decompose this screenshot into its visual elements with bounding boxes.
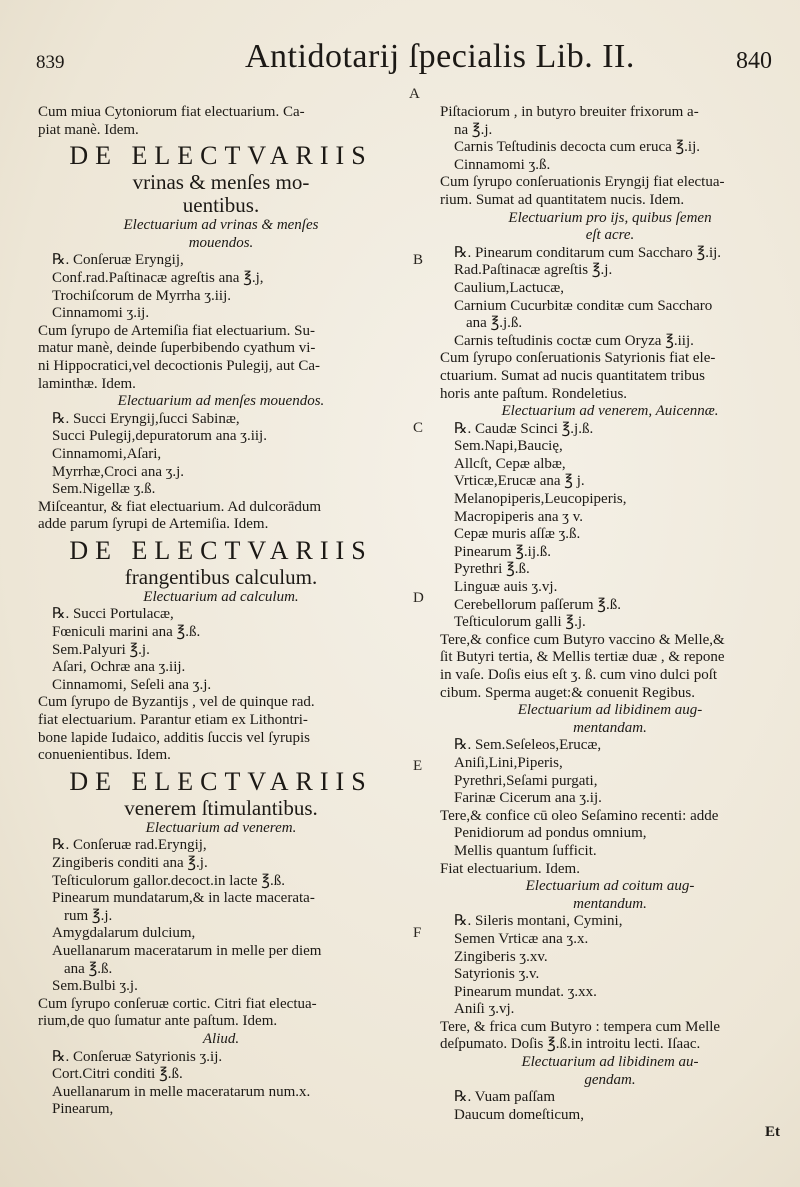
left-text-line: DE ELECTVARIIS (69, 141, 373, 171)
right-text-line: ſit Butyri tertia, & Mellis tertiæ duæ , & repone (440, 649, 725, 666)
right-text-line: Pinearum ℥.ij.ß. (454, 543, 551, 560)
right-text-line: Farinæ Cicerum ana ʒ.ij. (454, 790, 602, 807)
right-text-line: Macropiperis ana ʒ v. (454, 508, 583, 525)
right-text-line: ℞. Caudæ Scinci ℥.j.ß. (454, 420, 594, 437)
right-text-line: Electuarium ad coitum aug- (525, 878, 695, 895)
right-text-line: na ℥.j. (454, 121, 493, 138)
left-text-line: Teſticulorum gallor.decoct.in lacte ℥.ß. (52, 872, 285, 889)
left-text-line: Electuarium ad venerem. (145, 819, 297, 836)
right-text-line: Electuarium ad venerem, Auicennæ. (501, 403, 719, 420)
right-text-line: Carnis teſtudinis coctæ cum Oryza ℥.iij. (454, 332, 694, 349)
right-text-line: ℞. Pinearum conditarum cum Saccharo ℥.ij. (454, 244, 722, 261)
left-text-line: Pinearum, (52, 1101, 114, 1118)
right-text-line: rium. Sumat ad quantitatem nucis. Idem. (440, 191, 685, 208)
left-text-line: vrinas & menſes mo- (132, 170, 310, 195)
right-text-line: Cerebellorum paſſerum ℥.ß. (454, 596, 621, 613)
right-text-line: Tere, & frica cum Butyro : tempera cum Melle (440, 1018, 721, 1035)
right-text-line: Linguæ auis ʒ.vj. (454, 579, 558, 596)
left-text-line: Cinnamomi,Aſari, (52, 445, 162, 462)
right-text-line: Teſticulorum galli ℥.j. (454, 614, 586, 631)
right-text-line: Pinearum mundat. ʒ.xx. (454, 983, 597, 1000)
left-text-line: laminthæ. Idem. (38, 375, 136, 392)
right-text-line: ℞. Sileris montani, Cymini, (454, 913, 623, 930)
right-text-line: Satyrionis ʒ.v. (454, 966, 540, 983)
left-text-line: mouendos. (188, 234, 254, 251)
right-text-line: Electuarium ad libidinem aug- (517, 702, 703, 719)
right-text-line: ℞. Sem.Seſeleos,Erucæ, (454, 737, 602, 754)
right-text-line: Zingiberis ʒ.xv. (454, 948, 548, 965)
right-column (440, 104, 780, 1142)
left-text-line: Conf.rad.Paſtinacæ agreſtis ana ℥.j, (52, 269, 264, 286)
left-text-line: adde parum ſyrupi de Artemiſia. Idem. (38, 516, 269, 533)
left-text-line: frangentibus calculum. (124, 564, 318, 589)
left-text-line: ℞. Succi Eryngij,ſucci Sabinæ, (52, 410, 240, 427)
right-text-line: Carnium Cucurbitæ conditæ cum Saccharo (454, 297, 713, 314)
right-text-line: horis ante paſtum. Rondeletius. (440, 385, 628, 402)
left-text-line: Sem.Nigellæ ʒ.ß. (52, 481, 156, 498)
right-text-line: Allcſt, Cepæ albæ, (454, 455, 566, 472)
left-text-line: ana ℥.ß. (64, 960, 113, 977)
left-text-line: Trochiſcorum de Myrrha ʒ.iij. (52, 287, 231, 304)
right-text-line: Piſtaciorum , in butyro breuiter frixorum a- (440, 104, 699, 120)
right-text-line: Caulium,Lactucæ, (454, 279, 564, 296)
left-text-line: Sem.Palyuri ℥.j. (52, 641, 150, 658)
right-text-line: Aniſi ʒ.vj. (454, 1001, 515, 1018)
right-text-line: Et (765, 1124, 780, 1141)
left-text-line: Electuarium ad menſes mouendos. (117, 393, 325, 410)
right-text-line: ℞. Vuam paſſam (454, 1089, 556, 1106)
left-text-line: piat manè. Idem. (38, 121, 139, 138)
right-text-line: Fiat electuarium. Idem. (440, 860, 580, 877)
right-text-line: deſpumato. Doſis ℥.ß.in introitu lecti. Iſaac. (440, 1036, 701, 1053)
left-text-line: Fœniculi marini ana ℥.ß. (52, 624, 201, 641)
left-text-line: Electuarium ad calculum. (143, 588, 299, 605)
left-text-line: bone lapide Iudaico, additis ſuccis vel ſyrupis (38, 729, 311, 746)
right-text-line: eſt acre. (585, 227, 635, 244)
right-text-line: Rad.Paſtinacæ agreſtis ℥.j. (454, 262, 613, 279)
right-text-line: mentandam. (573, 719, 647, 736)
left-text-line: ni Hippocratici,vel decoctionis Pulegij, aut Ca- (38, 357, 321, 374)
left-text-line: ℞. Conſeruæ rad.Eryngij, (52, 837, 207, 854)
right-text-line: Cepæ muris aſſæ ʒ.ß. (454, 526, 581, 543)
right-text-line: Cum ſyrupo conſeruationis Eryngij fiat electua- (440, 174, 725, 191)
left-text-line: Auellanarum maceratarum in melle per diem (52, 942, 322, 959)
left-text-line: Cinnamomi ʒ.ij. (52, 305, 150, 322)
left-text-line: DE ELECTVARIIS (69, 766, 373, 796)
left-text-line: fiat electuarium. Parantur etiam ex Lithontri- (38, 712, 308, 729)
left-text-line: ℞. Conſeruæ Satyrionis ʒ.ij. (52, 1048, 223, 1065)
page-number-right: 840 (736, 48, 772, 74)
right-text-line: Electuarium ad libidinem au- (521, 1054, 699, 1071)
right-text-line: ana ℥.j.ß. (466, 315, 523, 332)
margin-letter-b: B (413, 252, 424, 268)
right-text-line: in vaſe. Doſis eius eſt ʒ. ß. cum vino dulci poſt (440, 667, 718, 683)
right-text-line: Mellis quantum ſufficit. (454, 842, 597, 859)
margin-letter-e: E (413, 758, 423, 774)
left-text-line: Cort.Citri conditi ℥.ß. (52, 1066, 183, 1083)
left-text-line: Electuarium ad vrinas & menſes (123, 217, 319, 234)
right-text-line: Semen Vrticæ ana ʒ.x. (454, 930, 589, 947)
left-text-line: conuenientibus. Idem. (38, 747, 171, 764)
page-number-left: 839 (36, 52, 65, 73)
right-text-line: Aniſi,Lini,Piperis, (454, 754, 563, 771)
left-text-line: Myrrhæ,Croci ana ʒ.j. (52, 463, 185, 480)
left-text-line: Cum ſyrupo de Artemiſia fiat electuarium. Su- (38, 322, 316, 339)
right-text-line: Cinnamomi ʒ.ß. (454, 156, 551, 173)
right-text-line: Tere,& confice cū oleo Seſamino recenti: adde (440, 807, 719, 824)
left-text-line: DE ELECTVARIIS (69, 535, 373, 565)
left-text-line: rum ℥.j. (64, 907, 113, 924)
right-text-line: gendam. (584, 1071, 636, 1088)
left-text-line: Aliud. (202, 1030, 240, 1047)
right-text-line: ctuarium. Sumat ad nucis quantitatem tribus (440, 367, 705, 384)
left-column (38, 104, 404, 1119)
left-text-line: Amygdalarum dulcium, (52, 925, 196, 942)
right-text-line: mentandum. (573, 895, 647, 912)
left-text-line: ℞. Conſeruæ Eryngij, (52, 252, 184, 269)
right-text-line: Penidiorum ad pondus omnium, (454, 825, 647, 842)
right-text-line: Pyrethri ℥.ß. (454, 561, 530, 578)
left-text-line: ℞. Succi Portulacæ, (52, 606, 174, 623)
right-text-line: Sem.Napi,Baucię, (454, 438, 563, 455)
right-text-line: cibum. Sperma auget:& conuenit Regibus. (440, 684, 695, 701)
left-text-line: uentibus. (182, 193, 260, 218)
running-header (0, 38, 800, 90)
left-text-line: venerem ſtimulantibus. (124, 795, 318, 820)
left-text-line: Cum ſyrupo de Byzantijs , vel de quinque rad. (38, 694, 315, 711)
margin-letter-a: A (409, 86, 420, 102)
left-text-line: Cum miua Cytoniorum fiat electuarium. Ca- (38, 104, 305, 120)
left-text-line: rium,de quo ſumatur ante paſtum. Idem. (38, 1013, 278, 1030)
left-text-line: Miſceantur, & fiat electuarium. Ad dulcorādum (38, 498, 322, 515)
right-text-line: Cum ſyrupo conſeruationis Satyrionis fiat ele- (440, 350, 716, 367)
margin-letter-d: D (413, 590, 424, 606)
margin-letter-c: C (413, 420, 424, 436)
left-text-line: Aſari, Ochræ ana ʒ.iij. (52, 659, 186, 676)
right-text-line: Daucum domeſticum, (454, 1106, 584, 1123)
right-text-line: Melanopiperis,Leucopiperis, (454, 491, 627, 508)
running-title: Antidotarij ſpecialis Lib. II. (245, 38, 635, 75)
right-text-line: Pyrethri,Seſami purgati, (454, 772, 598, 789)
left-text-line: Sem.Bulbi ʒ.j. (52, 978, 138, 995)
left-text-line: Auellanarum in melle maceratarum num.x. (52, 1083, 311, 1100)
left-text-line: matur manè, deinde ſuperbibendo cyathum vi- (38, 340, 316, 357)
left-text-line: Zingiberis conditi ana ℥.j. (52, 855, 208, 871)
right-text-line: Vrticæ,Erucæ ana ℥ j. (454, 473, 585, 490)
left-text-line: Cinnamomi, Seſeli ana ʒ.j. (52, 676, 212, 693)
left-text-line: Succi Pulegij,depuratorum ana ʒ.iij. (52, 428, 267, 445)
right-text-line: Electuarium pro ijs, quibus ſemen (508, 209, 712, 226)
left-text-line: Cum ſyrupo conſeruæ cortic. Citri fiat electua- (38, 995, 317, 1012)
margin-letter-f: F (413, 925, 422, 941)
right-text-line: Carnis Teſtudinis decocta cum eruca ℥.ij. (454, 139, 701, 156)
left-text-line: Pinearum mundatarum,& in lacte macerata- (52, 890, 315, 907)
right-text-line: Tere,& confice cum Butyro vaccino & Melle,& (440, 631, 725, 648)
